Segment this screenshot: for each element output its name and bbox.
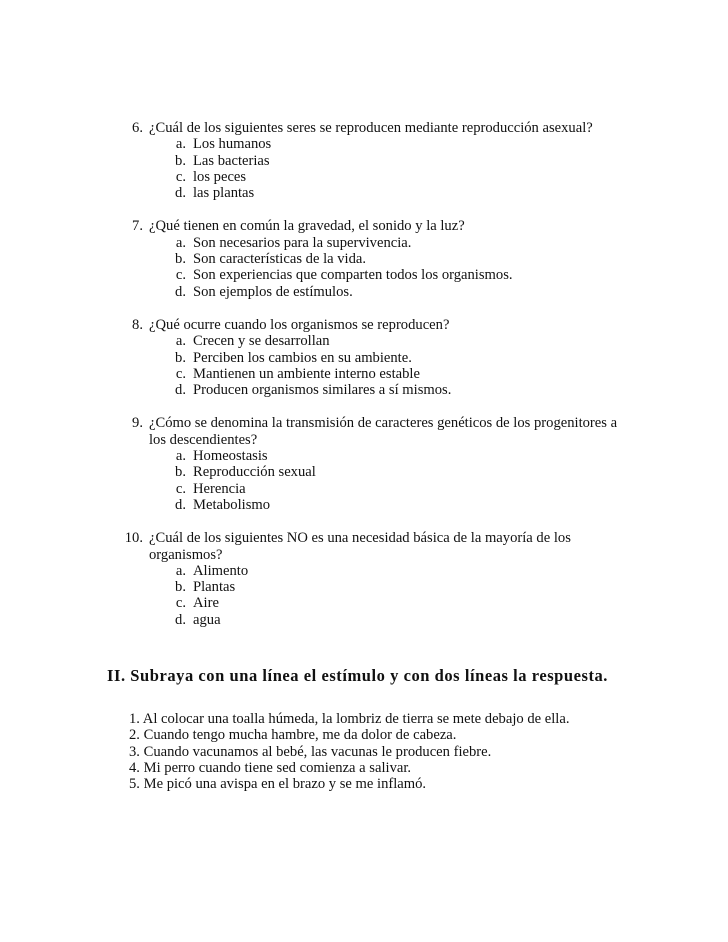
- option-c: [129, 595, 629, 611]
- option-letter: d.: [175, 185, 186, 202]
- question-text: ¿Cómo se denomina la transmisión de caracteres genéticos de los progenitores a: [149, 415, 618, 432]
- option-a: [129, 235, 629, 251]
- option-text: Son necesarios para la supervivencia.: [193, 234, 412, 251]
- option-letter: b.: [175, 251, 186, 268]
- question-text: ¿Qué ocurre cuando los organismos se reproducen?: [149, 316, 450, 333]
- list-item: 5. Me picó una avispa en el brazo y se me inflamó.: [129, 776, 427, 793]
- option-b: [129, 464, 629, 480]
- option-text: Producen organismos similares a sí mismos.: [193, 382, 452, 399]
- question-number: 9.: [132, 415, 143, 432]
- option-b: [129, 350, 629, 366]
- option-text: Herencia: [193, 480, 246, 497]
- option-text: Mantienen un ambiente interno estable: [193, 365, 420, 382]
- option-c: [129, 481, 629, 497]
- list-item: 3. Cuando vacunamos al bebé, las vacunas le producen fiebre.: [129, 743, 492, 760]
- option-d: [129, 497, 629, 513]
- question-number: 8.: [132, 316, 143, 333]
- option-b: [129, 579, 629, 595]
- option-a: [129, 563, 629, 579]
- option-letter: c.: [175, 168, 186, 185]
- option-text: Homeostasis: [193, 448, 268, 465]
- question-text: los descendientes?: [149, 431, 258, 448]
- option-text: Los humanos: [193, 136, 272, 153]
- list-item: 1. Al colocar una toalla húmeda, la lombriz de tierra se mete debajo de ella.: [129, 711, 570, 727]
- option-letter: c.: [175, 480, 186, 497]
- option-a: [129, 448, 629, 464]
- question-10: [124, 530, 629, 628]
- option-text: Son ejemplos de estímulos.: [193, 283, 353, 300]
- option-text: Crecen y se desarrollan: [193, 333, 330, 350]
- option-b: [129, 153, 629, 169]
- option-text: Las bacterias: [193, 152, 270, 169]
- option-letter: d.: [175, 611, 186, 628]
- question-stem: [124, 530, 629, 547]
- option-letter: b.: [175, 349, 186, 366]
- question-number: 6.: [132, 120, 143, 136]
- option-c: [129, 169, 629, 185]
- option-letter: c.: [175, 365, 186, 382]
- option-text: Son características de la vida.: [193, 251, 367, 268]
- question-stem: [129, 120, 629, 136]
- question-8: [129, 317, 629, 398]
- option-text: Plantas: [193, 579, 236, 596]
- option-c: [129, 267, 629, 283]
- option-d: [129, 185, 629, 201]
- question-stem: [129, 218, 629, 234]
- list-item: 4. Mi perro cuando tiene sed comienza a salivar.: [129, 759, 412, 776]
- question-9: [129, 415, 629, 513]
- question-stem-continuation: [129, 432, 629, 448]
- option-letter: b.: [175, 579, 186, 596]
- question-6: [129, 120, 629, 201]
- option-letter: c.: [175, 267, 186, 284]
- option-text: Perciben los cambios en su ambiente.: [193, 349, 412, 366]
- question-text: organismos?: [149, 546, 223, 563]
- question-text: ¿Cuál de los siguientes NO es una necesidad básica de la mayoría de los: [149, 530, 571, 547]
- option-letter: a.: [175, 448, 186, 465]
- option-text: Aire: [193, 595, 219, 612]
- option-a: [129, 333, 629, 349]
- option-b: [129, 251, 629, 267]
- option-letter: b.: [175, 152, 186, 169]
- option-text: las plantas: [193, 185, 255, 202]
- option-d: [129, 284, 629, 300]
- option-text: Metabolismo: [193, 496, 271, 513]
- option-text: agua: [193, 611, 221, 628]
- option-letter: a.: [175, 333, 186, 350]
- question-stem-continuation: [129, 547, 629, 563]
- list-item: 2. Cuando tengo mucha hambre, me da dolor de cabeza.: [129, 727, 457, 744]
- option-letter: b.: [175, 464, 186, 481]
- option-letter: a.: [175, 136, 186, 153]
- questions-list: [124, 120, 629, 645]
- stimulus-response-list: [129, 711, 649, 792]
- option-c: [129, 366, 629, 382]
- option-text: Alimento: [193, 562, 249, 579]
- question-stem: [129, 415, 629, 431]
- option-letter: a.: [175, 562, 186, 579]
- question-number: 10.: [124, 530, 143, 547]
- option-letter: d.: [175, 496, 186, 513]
- option-text: Reproducción sexual: [193, 464, 316, 481]
- option-letter: a.: [175, 234, 186, 251]
- option-text: los peces: [193, 168, 247, 185]
- question-stem: [129, 317, 629, 333]
- option-letter: d.: [175, 382, 186, 399]
- option-letter: d.: [175, 283, 186, 300]
- option-a: [129, 136, 629, 152]
- question-number: 7.: [132, 218, 143, 235]
- question-7: [129, 218, 629, 299]
- option-letter: c.: [175, 595, 186, 612]
- question-text: ¿Qué tienen en común la gravedad, el sonido y la luz?: [149, 218, 465, 235]
- option-text: Son experiencias que comparten todos los organismos.: [193, 267, 513, 284]
- question-text: ¿Cuál de los siguientes seres se reproducen mediante reproducción asexual?: [149, 120, 593, 136]
- section-title: II. Subraya con una línea el estímulo y con dos líneas la respuesta.: [107, 666, 608, 685]
- option-d: [129, 612, 629, 628]
- option-d: [129, 382, 629, 398]
